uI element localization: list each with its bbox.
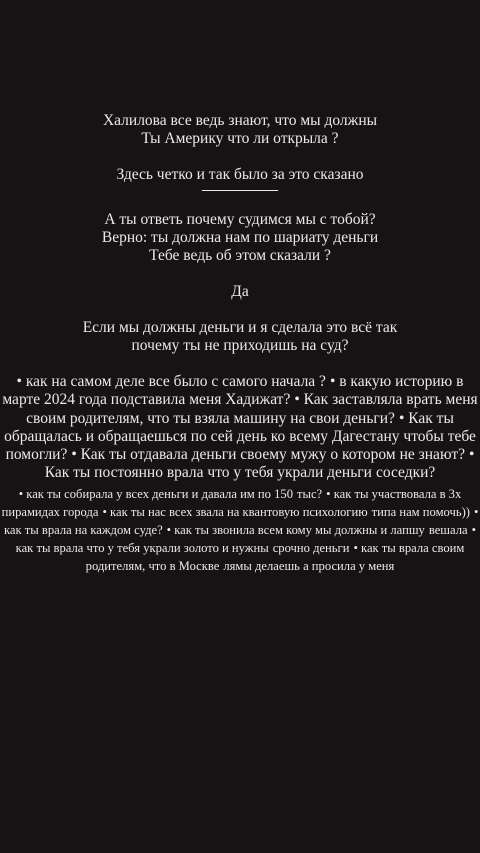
question-line: • как ты врала что у тебя украли золото и нужны — [15, 522, 476, 555]
divider-line — [202, 190, 278, 191]
dialog-line-2: Верно: ты должна нам по шариату деньги — [101, 229, 379, 246]
question-line: не знают? — [399, 446, 465, 464]
question-line: лямы делаешь а просила у меня — [223, 558, 395, 573]
question-line: • как на самом деле все было с самого начала ? — [16, 373, 326, 390]
dialog-line-6: почему ты не приходишь на суд? — [131, 337, 349, 354]
question-line: меня Хадижат? — [189, 391, 291, 409]
question-line: • как ты звонила всем кому мы должны и лапшу — [166, 522, 425, 537]
dialog-line-5: Если мы должны деньги и я сделала это всё так — [82, 319, 398, 336]
question-line: • как ты врала своим родителям, что в Москве — [85, 540, 465, 573]
question-line: ты взяла машину на свои деньги? — [173, 409, 395, 427]
question-line: • Как ты постоянно врала что у тебя украли деньги — [44, 446, 475, 482]
question-line: • в какую историю в марте 2024 года подставила — [2, 373, 464, 409]
question-line: • как ты врала на каждом суде? — [4, 504, 479, 537]
question-line: срочно деньги — [272, 540, 350, 555]
question-line: • Как ты обращалась и обращаешься по сей день ко — [4, 409, 454, 445]
dialog-line-3: Тебе ведь об этом сказали ? — [149, 247, 331, 264]
intro-block — [0, 112, 480, 184]
spacer — [0, 301, 480, 319]
intro-line-2: Ты Америку что ли открыла ? — [141, 130, 339, 147]
question-line: • как ты собирала у всех деньги и давала им по 150 — [18, 486, 293, 501]
question-line: вешала — [428, 522, 468, 537]
answer-yes: Да — [231, 283, 249, 300]
spacer — [0, 148, 480, 166]
question-line: • как ты нас всех звала на квантовую психологию — [102, 504, 368, 519]
question-line: соседки? — [375, 464, 436, 482]
question-line: • как ты участвовала в 3х пирамидах города — [1, 486, 462, 519]
questions-small-list — [0, 485, 480, 575]
question-line: типа нам помочь)) — [371, 504, 470, 519]
intro-line-3: Здесь четко и так было за это сказано — [116, 166, 364, 183]
intro-line-1: Халилова все ведь знают, что мы должны — [102, 112, 378, 129]
spacer — [0, 265, 480, 283]
question-line: тыс? — [297, 486, 323, 501]
dialog-line-1: А ты ответь почему судимся мы с тобой? — [104, 211, 376, 228]
question-line: • Как заставляла врать меня своим родителям, что — [26, 391, 478, 427]
question-line: • Как ты отдавала деньги своему мужу о котором — [71, 446, 396, 464]
dialog-block — [0, 211, 480, 355]
question-line: всему Дагестану чтобы тебе помогли? — [5, 427, 476, 464]
story-text-overlay — [0, 112, 480, 575]
questions-large-list — [0, 373, 480, 483]
